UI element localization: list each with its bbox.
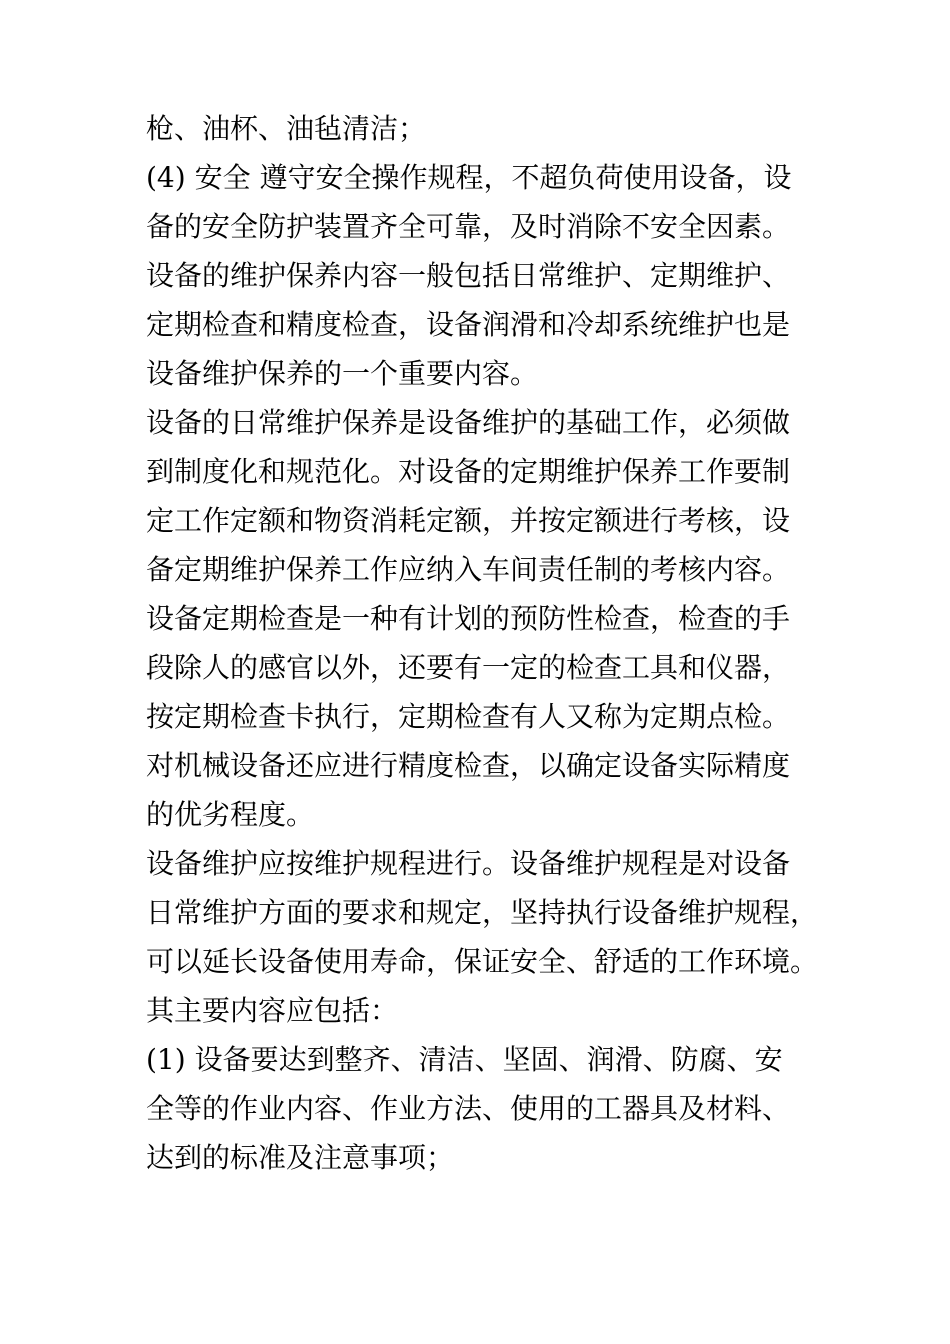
text-line: 备定期维护保养工作应纳入车间责任制的考核内容。 — [146, 553, 791, 586]
text-line: 设备维护应按维护规程进行。设备维护规程是对设备 — [146, 847, 791, 880]
text-line: 其主要内容应包括： — [146, 994, 399, 1027]
text-line: 到制度化和规范化。对设备的定期维护保养工作要制 — [146, 455, 791, 488]
text-line: 设备定期检查是一种有计划的预防性检查，检查的手 — [146, 602, 791, 635]
text-line: 达到的标准及注意事项； — [146, 1141, 455, 1174]
text-line: 设备维护保养的一个重要内容。 — [146, 357, 539, 390]
text-line: 可以延长设备使用寿命，保证安全、舒适的工作环境。 — [146, 945, 819, 978]
text-line: 段除人的感官以外，还要有一定的检查工具和仪器， — [146, 651, 791, 684]
text-line: 定工作定额和物资消耗定额，并按定额进行考核，设 — [146, 504, 791, 537]
text-line: 对机械设备还应进行精度检查，以确定设备实际精度 — [146, 749, 791, 782]
text-line: 全等的作业内容、作业方法、使用的工器具及材料、 — [146, 1092, 791, 1125]
text-line: 的优劣程度。 — [146, 798, 315, 831]
text-line: 设备的维护保养内容一般包括日常维护、定期维护、 — [146, 259, 791, 292]
text-line: 设备的日常维护保养是设备维护的基础工作，必须做 — [146, 406, 791, 439]
text-line: 按定期检查卡执行，定期检查有人又称为定期点检。 — [146, 700, 791, 733]
text-line: (4) 安全 遵守安全操作规程，不超负荷使用设备，设 — [146, 161, 792, 194]
text-line: 枪、油杯、油毡清洁； — [146, 112, 427, 145]
text-line: 定期检查和精度检查，设备润滑和冷却系统维护也是 — [146, 308, 791, 341]
text-line: (1) 设备要达到整齐、清洁、坚固、润滑、防腐、安 — [146, 1043, 783, 1076]
document-body — [146, 104, 819, 1182]
text-line: 日常维护方面的要求和规定，坚持执行设备维护规程， — [146, 896, 819, 929]
text-line: 备的安全防护装置齐全可靠，及时消除不安全因素。 — [146, 210, 791, 243]
